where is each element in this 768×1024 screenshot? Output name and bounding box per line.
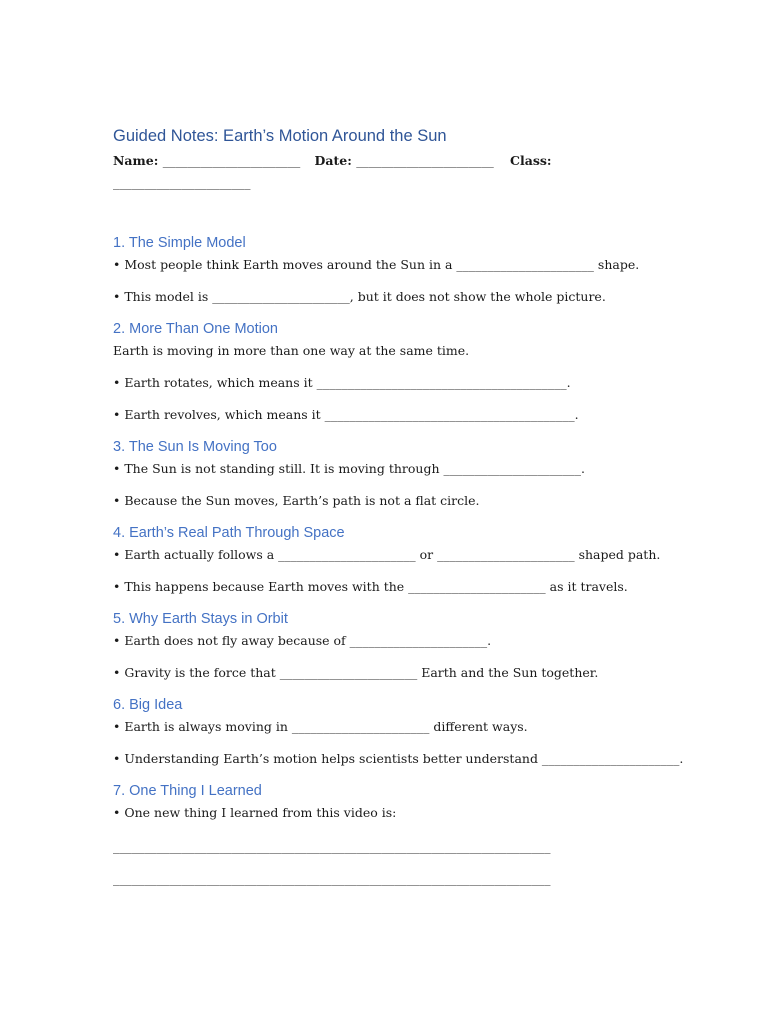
section-heading: 6. Big Idea [113, 697, 183, 713]
section-heading: 3. The Sun Is Moving Too [113, 439, 277, 455]
note-line: • Earth rotates, which means it ________________________________________. [113, 375, 571, 390]
note-line: • One new thing I learned from this video is: [113, 805, 397, 820]
note-line: • This happens because Earth moves with the ______________________ as it travels. [113, 579, 628, 594]
section-real-path [113, 522, 673, 598]
section-stays-in-orbit [113, 608, 673, 684]
student-info-row [113, 150, 633, 194]
note-line: • Earth is always moving in ______________________ different ways. [113, 719, 528, 734]
name-label: Name: [113, 153, 159, 168]
answer-line: ______________________________________________________________________ [113, 871, 551, 886]
note-line: • Earth revolves, which means it ________________________________________. [113, 407, 579, 422]
note-line: • Most people think Earth moves around the Sun in a ______________________ shape. [113, 257, 640, 272]
note-line: • Earth does not fly away because of ______________________. [113, 633, 492, 648]
note-line: • Understanding Earth’s motion helps scientists better understand ______________________. [113, 751, 684, 766]
section-heading: 4. Earth’s Real Path Through Space [113, 525, 345, 541]
section-simple-model [113, 232, 673, 308]
date-blank: ______________________ [356, 153, 494, 168]
section-heading: 2. More Than One Motion [113, 321, 278, 337]
class-blank: ______________________ [113, 175, 251, 190]
note-line: • This model is ______________________, but it does not show the whole picture. [113, 289, 606, 304]
section-big-idea [113, 694, 684, 770]
section-heading: 5. Why Earth Stays in Orbit [113, 611, 288, 627]
answer-line: ______________________________________________________________________ [113, 839, 551, 854]
section-sun-moving [113, 436, 673, 512]
section-one-thing-learned [113, 780, 673, 890]
name-blank: ______________________ [162, 153, 301, 168]
note-line: • Earth actually follows a ______________________ or ______________________ shaped path. [113, 547, 661, 562]
worksheet-content [113, 122, 684, 900]
section-heading: 7. One Thing I Learned [113, 783, 262, 799]
class-label: Class: [510, 153, 552, 168]
note-line: • The Sun is not standing still. It is moving through ______________________. [113, 461, 585, 476]
section-more-than-one-motion [113, 318, 673, 426]
answer-lines [113, 836, 673, 890]
note-line: • Because the Sun moves, Earth’s path is not a flat circle. [113, 493, 480, 508]
date-label: Date: [314, 153, 352, 168]
section-heading: 1. The Simple Model [113, 235, 246, 251]
note-line: Earth is moving in more than one way at the same time. [113, 343, 470, 358]
note-line: • Gravity is the force that ______________________ Earth and the Sun together. [113, 665, 599, 680]
page-title: Guided Notes: Earth’s Motion Around the Sun [113, 127, 447, 145]
